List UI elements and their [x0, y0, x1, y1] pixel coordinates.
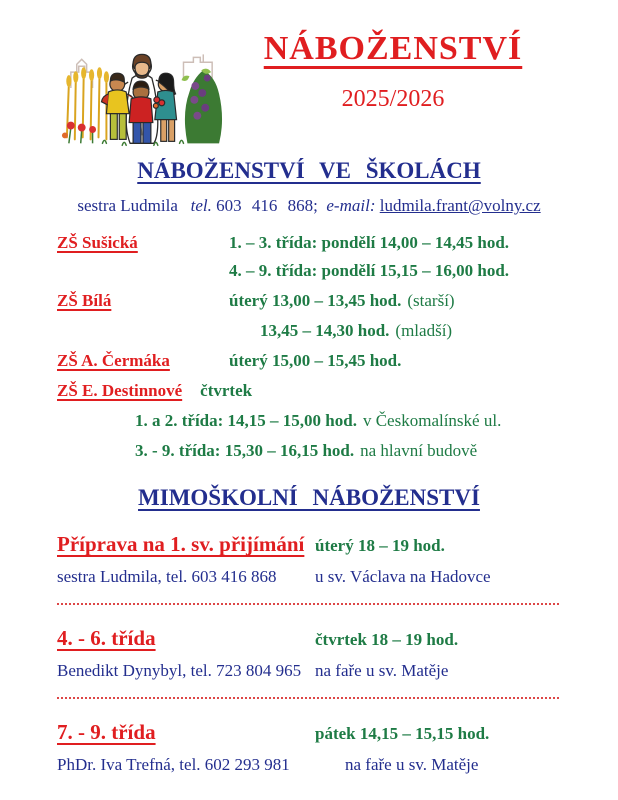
entry-place: na faře u sv. Matěje	[345, 755, 479, 774]
school-time: úterý 15,00 – 15,45 hod.	[229, 351, 402, 370]
entry-time: čtvrtek 18 – 19 hod.	[315, 630, 459, 649]
school-name: ZŠ Sušická	[57, 233, 138, 252]
section-heading-schools: NÁBOŽENSTVÍ VE ŠKOLÁCH	[137, 158, 481, 183]
school-note: (starší)	[407, 291, 455, 310]
school-name: ZŠ A. Čermáka	[57, 351, 170, 370]
school-row-susicka-line2	[57, 260, 561, 281]
entry-first-communion	[57, 531, 561, 605]
entry-place: na faře u sv. Matěje	[315, 661, 449, 680]
entry-title: 7. - 9. třída	[57, 720, 156, 744]
entry-time: úterý 18 – 19 hod.	[315, 536, 445, 555]
email-link[interactable]: ludmila.frant@volny.cz	[379, 196, 541, 215]
contact-line	[57, 196, 561, 216]
entry-title: 4. - 6. třída	[57, 626, 156, 650]
school-row-bila-line2	[57, 320, 561, 341]
entry-contact: PhDr. Iva Trefná, tel. 602 293 981	[57, 755, 290, 774]
school-row-destinnove-sub2	[57, 440, 561, 461]
school-note: v Českomalínské ul.	[362, 411, 502, 430]
entry-title: Příprava na 1. sv. přijímání	[57, 532, 305, 556]
school-time: 3. - 9. třída: 15,30 – 16,15 hod.	[135, 441, 355, 460]
section-heading-outside: MIMOŠKOLNÍ NÁBOŽENSTVÍ	[138, 485, 480, 510]
outside-school-section	[57, 485, 561, 776]
school-note: na hlavní budově	[360, 441, 478, 460]
school-row-susicka	[57, 232, 561, 253]
page-title: NÁBOŽENSTVÍ	[263, 30, 523, 67]
school-name: ZŠ E. Destinnové	[57, 381, 183, 400]
dashed-divider	[57, 697, 561, 699]
school-time: 1. a 2. třída: 14,15 – 15,00 hod.	[135, 411, 357, 430]
school-time: 4. – 9. třída: pondělí 15,15 – 16,00 hod.	[229, 261, 510, 280]
school-note: (mladší)	[395, 321, 453, 340]
entry-time: pátek 14,15 – 15,15 hod.	[315, 724, 490, 743]
jesus-with-children-illustration	[57, 26, 225, 148]
entry-grades-4-6	[57, 625, 561, 699]
dashed-divider	[57, 603, 561, 605]
tel-label: tel.	[190, 196, 212, 215]
contact-name: sestra Ludmila	[77, 196, 178, 215]
email-label: e-mail:	[326, 196, 376, 215]
school-time: 13,45 – 14,30 hod.	[260, 321, 390, 340]
header	[57, 26, 561, 148]
entry-contact: sestra Ludmila, tel. 603 416 868	[57, 567, 277, 586]
schools-schedule	[57, 232, 561, 461]
school-name: ZŠ Bílá	[57, 291, 112, 310]
school-time: úterý 13,00 – 13,45 hod.	[229, 291, 402, 310]
entry-place: u sv. Václava na Hadovce	[315, 567, 491, 586]
entry-grades-7-9	[57, 719, 561, 776]
entry-contact: Benedikt Dynybyl, tel. 723 804 965	[57, 661, 302, 680]
school-row-destinnove-sub1	[57, 410, 561, 431]
school-row-bila	[57, 290, 561, 311]
tel-number: 603 416 868;	[216, 196, 318, 215]
title-block	[225, 26, 561, 113]
school-time: 1. – 3. třída: pondělí 14,00 – 14,45 hod.	[229, 233, 510, 252]
school-row-cermaka	[57, 350, 561, 371]
school-time: čtvrtek	[200, 381, 253, 400]
school-row-destinnove	[57, 380, 561, 401]
school-year: 2025/2026	[341, 86, 445, 112]
